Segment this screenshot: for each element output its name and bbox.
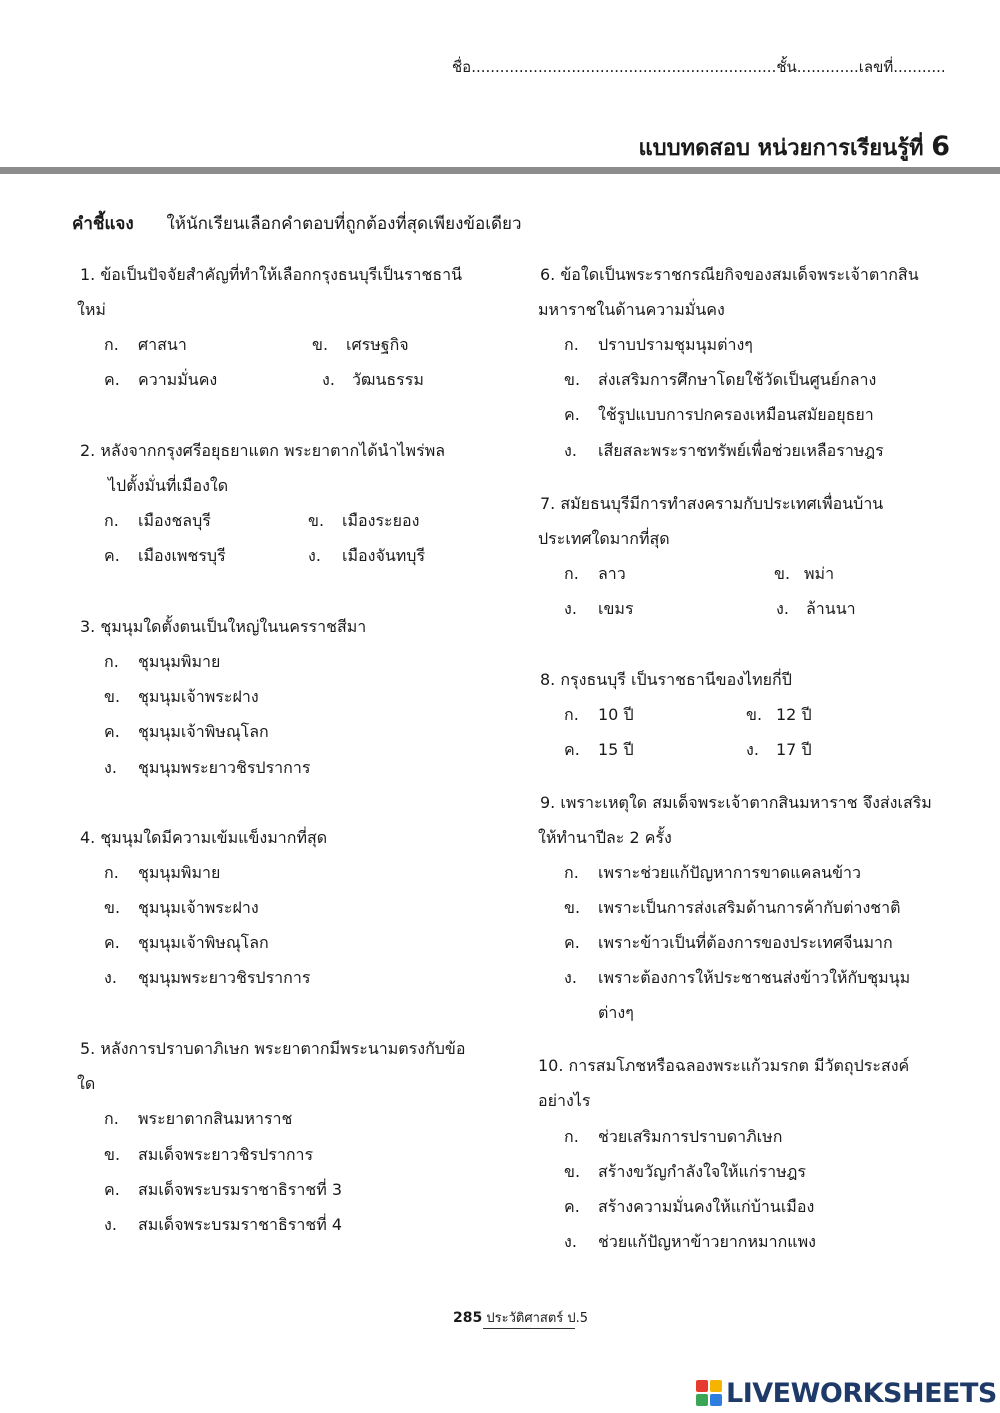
option-text: เพราะต้องการให้ประชาชนส่งข้าวให้กับชุมนุม — [598, 968, 911, 987]
q5-option-a[interactable] — [104, 1107, 292, 1132]
q8-option-d[interactable] — [746, 738, 812, 763]
q6-option-c[interactable] — [564, 403, 874, 428]
q1-option-d[interactable] — [322, 368, 424, 393]
question-7-line1: 7. สมัยธนบุรีมีการทำสงครามกับประเทศเพื่อนบ้าน — [540, 494, 884, 513]
option-letter: ก. — [104, 1109, 119, 1128]
header-divider — [0, 167, 1000, 174]
option-text: ลาว — [598, 564, 626, 583]
option-text: เศรษฐกิจ — [346, 335, 409, 354]
q2-option-c[interactable] — [104, 544, 226, 569]
option-letter: ก. — [564, 705, 579, 724]
q7-option-a[interactable] — [564, 562, 626, 587]
question-4: 4. ชุมนุมใดมีความเข้มแข็งมากที่สุด — [80, 828, 328, 847]
option-letter: ง. — [104, 968, 117, 987]
q7-option-b[interactable] — [774, 562, 834, 587]
option-text: เขมร — [598, 599, 634, 618]
option-text: เพราะช่วยแก้ปัญหาการขาดแคลนข้าว — [598, 863, 861, 882]
option-text: ชุมนุมพิมาย — [138, 652, 221, 671]
option-letter: ก. — [564, 564, 579, 583]
question-3: 3. ชุมนุมใดตั้งตนเป็นใหญ่ในนครราชสีมา — [80, 617, 367, 636]
option-letter: ก. — [104, 335, 119, 354]
question-5-line2: ใด — [77, 1074, 96, 1093]
option-letter: ข. — [564, 898, 581, 917]
footer-underline — [483, 1328, 575, 1329]
q1-option-a[interactable] — [104, 333, 187, 358]
option-text: ใช้รูปแบบการปกครองเหมือนสมัยอยุธยา — [598, 405, 874, 424]
question-9-line2: ให้ทำนาปีละ 2 ครั้ง — [538, 828, 672, 847]
option-letter: ง. — [322, 370, 335, 389]
option-letter: ค. — [104, 933, 120, 952]
option-text: ช่วยแก้ปัญหาข้าวยากหมากแพง — [598, 1232, 816, 1251]
instructions-label: คำชี้แจง — [72, 214, 134, 234]
q9-option-a[interactable] — [564, 861, 861, 886]
option-text: สร้างขวัญกำลังใจให้แก่ราษฎร — [598, 1162, 807, 1181]
question-1-line2: ใหม่ — [77, 300, 106, 319]
q3-option-c[interactable] — [104, 720, 269, 745]
question-7-line2: ประเทศใดมากที่สุด — [538, 529, 670, 548]
brand-name: LIVEWORKSHEETS — [726, 1377, 997, 1409]
option-text: เมืองจันทบุรี — [342, 546, 426, 565]
option-letter: ก. — [564, 1127, 579, 1146]
logo-block — [696, 1394, 708, 1406]
option-letter: ค. — [564, 740, 580, 759]
option-text: สร้างความมั่นคงให้แก่บ้านเมือง — [598, 1197, 815, 1216]
q3-option-b[interactable] — [104, 685, 259, 710]
option-letter: ง. — [564, 441, 577, 460]
option-text: ชุมนุมพิมาย — [138, 863, 221, 882]
option-letter: ค. — [104, 722, 120, 741]
q4-option-b[interactable] — [104, 896, 259, 921]
logo-block — [710, 1394, 722, 1406]
option-text: เพราะข้าวเป็นที่ต้องการของประเทศจีนมาก — [598, 933, 893, 952]
q2-option-d[interactable] — [308, 544, 425, 569]
option-text: ชุมนุมพระยาวชิรปราการ — [138, 758, 311, 777]
option-text: ชุมนุมเจ้าพิษณุโลก — [138, 933, 269, 952]
page-footer — [453, 1307, 588, 1328]
option-text: พม่า — [804, 564, 835, 583]
question-10-line1: 10. การสมโภชหรือฉลองพระแก้วมรกต มีวัตถุประสงค์ — [538, 1056, 910, 1075]
option-text: วัฒนธรรม — [352, 370, 424, 389]
option-letter: ก. — [104, 863, 119, 882]
option-text: ศาสนา — [138, 335, 187, 354]
q5-option-c[interactable] — [104, 1178, 342, 1203]
q4-option-c[interactable] — [104, 931, 269, 956]
question-2-line2: ไปตั้งมั่นที่เมืองใด — [108, 476, 229, 495]
q6-option-d[interactable] — [564, 439, 884, 464]
option-letter: ง. — [776, 599, 789, 618]
page-number: 285 — [453, 1310, 483, 1326]
q6-option-a[interactable] — [564, 333, 753, 358]
option-letter: ง. — [308, 546, 321, 565]
q9-option-d-continued: ต่างๆ — [598, 1003, 634, 1022]
question-6-line1: 6. ข้อใดเป็นพระราชกรณียกิจของสมเด็จพระเจ้าตากสิน — [540, 265, 919, 284]
option-text: 15 ปี — [598, 740, 634, 759]
q8-option-b[interactable] — [746, 703, 812, 728]
instructions — [72, 210, 522, 237]
option-text: ช่วยเสริมการปราบดาภิเษก — [598, 1127, 783, 1146]
option-text: ส่งเสริมการศึกษาโดยใช้วัดเป็นศูนย์กลาง — [598, 370, 877, 389]
option-text: พระยาตากสินมหาราช — [138, 1109, 293, 1128]
q9-option-c[interactable] — [564, 931, 893, 956]
option-text: เมืองเพชรบุรี — [138, 546, 226, 565]
q10-option-d[interactable] — [564, 1230, 816, 1255]
option-letter: ข. — [746, 705, 763, 724]
option-letter: ก. — [564, 335, 579, 354]
option-letter: ค. — [564, 1197, 580, 1216]
question-8: 8. กรุงธนบุรี เป็นราชธานีของไทยกี่ปี — [540, 670, 792, 689]
option-letter: ค. — [104, 1180, 120, 1199]
q3-option-a[interactable] — [104, 650, 220, 675]
question-10-line2: อย่างไร — [538, 1091, 591, 1110]
question-5-line1: 5. หลังการปราบดาภิเษก พระยาตากมีพระนามตรงกับข้อ — [80, 1039, 466, 1058]
option-letter: ค. — [104, 370, 120, 389]
question-9-line1: 9. เพราะเหตุใด สมเด็จพระเจ้าตากสินมหาราช จึงส่งเสริม — [540, 793, 932, 812]
option-text: ชุมนุมเจ้าพระฝาง — [138, 687, 259, 706]
q7-option-c[interactable] — [564, 597, 634, 622]
q5-option-b[interactable] — [104, 1143, 313, 1168]
option-letter: ข. — [774, 564, 791, 583]
logo-block — [696, 1380, 708, 1392]
option-letter: ข. — [104, 898, 121, 917]
unit-number: 6 — [931, 131, 950, 162]
student-info-line: ชื่อ................................................................ชั้น.............เลขที่........... — [452, 58, 946, 76]
q4-option-d[interactable] — [104, 966, 310, 991]
test-title-text: แบบทดสอบ หน่วยการเรียนรู้ที่ — [638, 136, 924, 161]
question-6-line2: มหาราชในด้านความมั่นคง — [538, 300, 725, 319]
option-letter: ง. — [564, 599, 577, 618]
q9-option-b[interactable] — [564, 896, 901, 921]
question-2-line1: 2. หลังจากกรุงศรีอยุธยาแตก พระยาตากได้นำไพร่พล — [80, 441, 446, 460]
option-letter: ก. — [104, 511, 119, 530]
q5-option-d[interactable] — [104, 1213, 342, 1238]
option-text: เพราะเป็นการส่งเสริมด้านการค้ากับต่างชาติ — [598, 898, 901, 917]
option-letter: ก. — [104, 652, 119, 671]
logo-blocks-icon — [696, 1380, 722, 1406]
q3-option-d[interactable] — [104, 756, 310, 781]
instructions-text: ให้นักเรียนเลือกคำตอบที่ถูกต้องที่สุดเพียงข้อเดียว — [166, 214, 522, 234]
q2-option-b[interactable] — [308, 509, 419, 534]
option-letter: ค. — [564, 933, 580, 952]
option-text: เสียสละพระราชทรัพย์เพื่อช่วยเหลือราษฎร — [598, 441, 884, 460]
option-letter: ข. — [312, 335, 329, 354]
q10-option-a[interactable] — [564, 1125, 782, 1150]
option-letter: ข. — [104, 687, 121, 706]
q8-option-a[interactable] — [564, 703, 634, 728]
option-text: 10 ปี — [598, 705, 634, 724]
option-letter: ค. — [564, 405, 580, 424]
option-letter: ข. — [564, 1162, 581, 1181]
option-text: สมเด็จพระบรมราชาธิราชที่ 3 — [138, 1180, 343, 1199]
q7-option-d[interactable] — [776, 597, 856, 622]
option-letter: ข. — [564, 370, 581, 389]
option-text: เมืองระยอง — [342, 511, 420, 530]
option-text: 12 ปี — [776, 705, 812, 724]
option-text: ความมั่นคง — [138, 370, 218, 389]
q4-option-a[interactable] — [104, 861, 220, 886]
q8-option-c[interactable] — [564, 738, 634, 763]
option-text: เมืองชลบุรี — [138, 511, 211, 530]
option-letter: ง. — [564, 1232, 577, 1251]
logo-block — [710, 1380, 722, 1392]
liveworksheets-logo[interactable] — [696, 1378, 997, 1408]
option-letter: ง. — [746, 740, 759, 759]
option-letter: ง. — [104, 758, 117, 777]
option-letter: ค. — [104, 546, 120, 565]
option-letter: ง. — [564, 968, 577, 987]
option-text: ล้านนา — [806, 599, 856, 618]
option-text: สมเด็จพระบรมราชาธิราชที่ 4 — [138, 1215, 343, 1234]
q1-option-c[interactable] — [104, 368, 217, 393]
option-text: ปราบปรามชุมนุมต่างๆ — [598, 335, 753, 354]
option-letter: ข. — [104, 1145, 121, 1164]
option-text: ชุมนุมเจ้าพิษณุโลก — [138, 722, 269, 741]
option-letter: ข. — [308, 511, 325, 530]
q2-option-a[interactable] — [104, 509, 211, 534]
option-text: 17 ปี — [776, 740, 812, 759]
option-text: ชุมนุมพระยาวชิรปราการ — [138, 968, 311, 987]
q1-option-b[interactable] — [312, 333, 409, 358]
option-text: สมเด็จพระยาวชิรปราการ — [138, 1145, 314, 1164]
q10-option-b[interactable] — [564, 1160, 806, 1185]
option-letter: ก. — [564, 863, 579, 882]
q6-option-b[interactable] — [564, 368, 876, 393]
subject-label: ประวัติศาสตร์ ป.5 — [486, 1311, 589, 1326]
option-letter: ง. — [104, 1215, 117, 1234]
question-1-line1: 1. ข้อเป็นปัจจัยสำคัญที่ทำให้เลือกกรุงธนบุรีเป็นราชธานี — [80, 265, 463, 284]
test-title — [639, 130, 951, 165]
q9-option-d[interactable] — [564, 966, 910, 991]
option-text: ชุมนุมเจ้าพระฝาง — [138, 898, 259, 917]
q10-option-c[interactable] — [564, 1195, 814, 1220]
